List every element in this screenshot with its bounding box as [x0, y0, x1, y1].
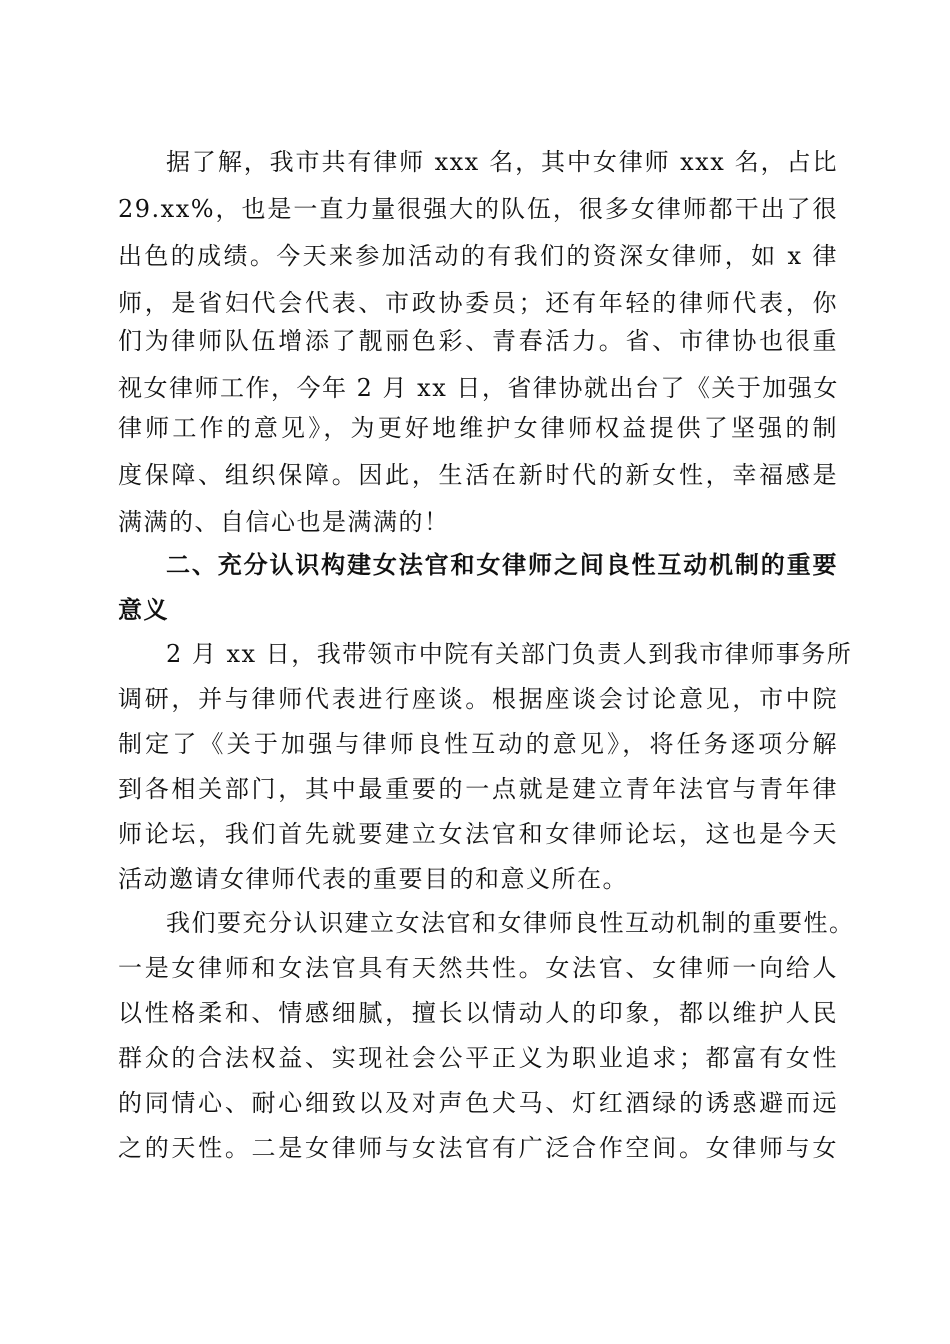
- paragraph-3-line-2: 一是女律师和女法官具有天然共性。女法官、女律师一向给人: [118, 954, 838, 982]
- paragraph-3-line-5: 的同情心、耐心细致以及对声色犬马、灯红酒绿的诱惑避而远: [118, 1089, 838, 1117]
- paragraph-2-line-3: 制定了《关于加强与律师良性互动的意见》，将任务逐项分解: [118, 730, 838, 758]
- paragraph-1-line-7: 律师工作的意见》，为更好地维护女律师权益提供了坚强的制: [118, 414, 838, 442]
- paragraph-1-line-1: 据了解，我市共有律师 xxx 名，其中女律师 xxx 名，占比: [166, 148, 838, 176]
- paragraph-2-line-5: 师论坛，我们首先就要建立女法官和女律师论坛，这也是今天: [118, 820, 838, 848]
- section-heading-line-2: 意义: [118, 596, 169, 624]
- paragraph-1-line-9: 满满的、自信心也是满满的！: [118, 508, 450, 536]
- paragraph-1-line-6: 视女律师工作，今年 2 月 xx 日，省律协就出台了《关于加强女: [118, 374, 839, 402]
- paragraph-1-line-8: 度保障、组织保障。因此，生活在新时代的新女性，幸福感是: [118, 461, 838, 489]
- paragraph-3-line-1: 我们要充分认识建立女法官和女律师良性互动机制的重要性。: [166, 909, 855, 937]
- paragraph-1-line-2: 29.xx%，也是一直力量很强大的队伍，很多女律师都干出了很: [118, 195, 838, 223]
- paragraph-3-line-6: 之的天性。二是女律师与女法官有广泛合作空间。女律师与女: [118, 1134, 838, 1162]
- paragraph-3-line-3: 以性格柔和、情感细腻，擅长以情动人的印象，都以维护人民: [118, 999, 838, 1027]
- paragraph-2-line-1: 2 月 xx 日，我带领市中院有关部门负责人到我市律师事务所: [166, 640, 853, 668]
- paragraph-2-line-4: 到各相关部门，其中最重要的一点就是建立青年法官与青年律: [118, 775, 838, 803]
- section-heading-line-1: 二、充分认识构建女法官和女律师之间良性互动机制的重要: [166, 551, 838, 579]
- paragraph-3-line-4: 群众的合法权益、实现社会公平正义为职业追求；都富有女性: [118, 1044, 838, 1072]
- paragraph-2-line-6: 活动邀请女律师代表的重要目的和意义所在。: [118, 865, 628, 893]
- paragraph-1-line-3: 出色的成绩。今天来参加活动的有我们的资深女律师，如 x 律: [118, 242, 838, 270]
- paragraph-1-line-5: 们为律师队伍增添了靓丽色彩、青春活力。省、市律协也很重: [118, 327, 838, 355]
- paragraph-2-line-2: 调研，并与律师代表进行座谈。根据座谈会讨论意见，市中院: [118, 685, 838, 713]
- paragraph-1-line-4: 师，是省妇代会代表、市政协委员；还有年轻的律师代表，你: [118, 289, 838, 317]
